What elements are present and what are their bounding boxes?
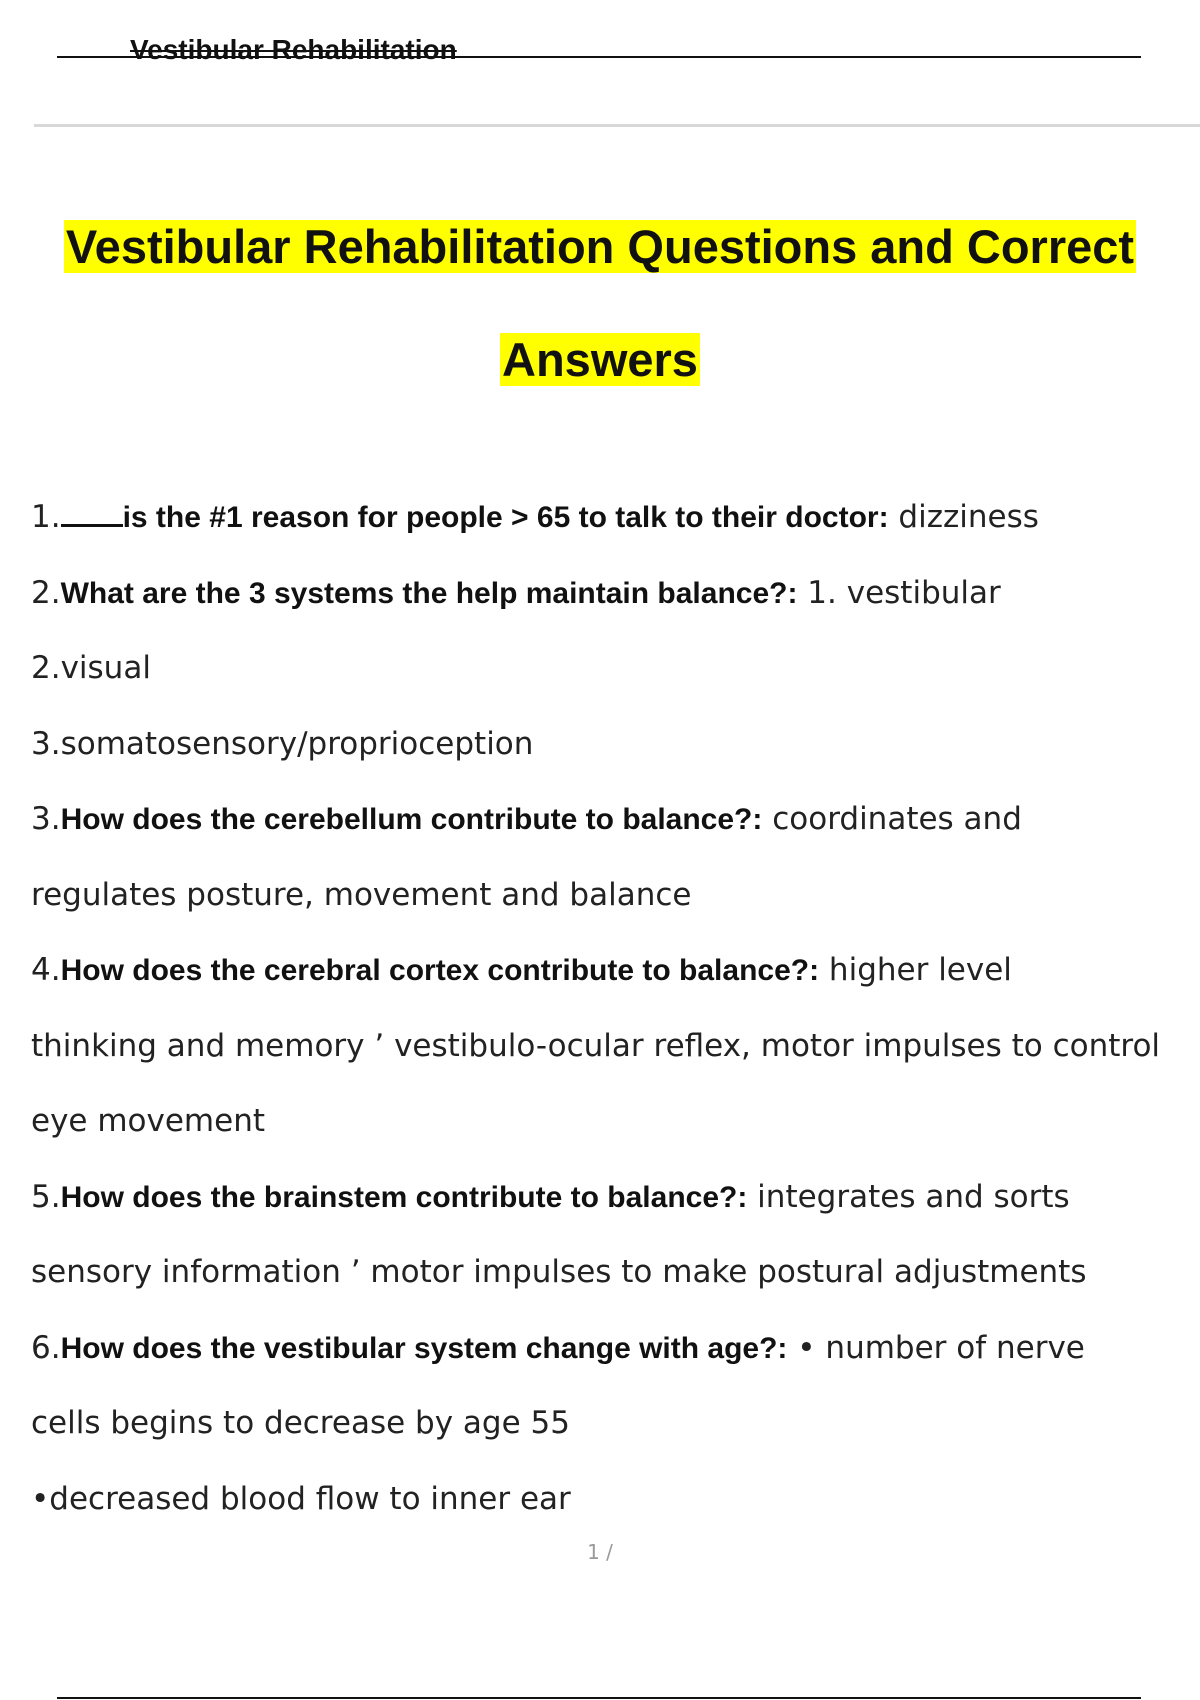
item-number: 6. [31, 1329, 61, 1366]
question-text: How does the cerebellum contribute to balance?: [60, 803, 763, 836]
qa-list [31, 480, 1191, 1537]
question-text: How does the cerebral cortex contribute to balance?: [60, 954, 820, 987]
fill-in-blank [61, 502, 123, 527]
answer-text: coordinates and [762, 801, 1022, 837]
answer-continuation: sensory information ’ motor impulses to make postural adjustments [31, 1254, 1087, 1290]
qa-item-4 [31, 933, 1191, 1009]
qa-item-1 [31, 480, 1191, 556]
question-text: What are the 3 systems the help maintain balance?: [60, 576, 798, 610]
answer-continuation: 3.somatosensory/proprioception [31, 725, 534, 762]
question-text: How does the brainstem contribute to balance?: [60, 1180, 748, 1214]
item-number: 2. [31, 574, 61, 611]
item-number: 4. [31, 952, 61, 988]
answer-text: integrates and sorts [747, 1178, 1070, 1215]
answer-continuation: thinking and memory ’ vestibulo-ocular reflex, motor impulses to control [31, 1027, 1161, 1064]
question-text: How does the vestibular system change with age?: [60, 1331, 788, 1365]
running-header [57, 30, 1141, 65]
header-divider [34, 124, 1200, 127]
qa-item-3 [31, 782, 1191, 858]
document-title-line-1: Vestibular Rehabilitation Questions and Correct [65, 220, 1135, 273]
page-number: 1 / [587, 1540, 613, 1564]
qa-item-2 [31, 556, 1191, 632]
qa-item-6 [31, 1311, 1191, 1387]
item-number: 3. [31, 801, 61, 837]
document-title [40, 190, 1160, 416]
answer-continuation: •decreased blood flow to inner ear [31, 1480, 571, 1517]
answer-continuation: eye movement [31, 1103, 265, 1139]
answer-text: higher level [819, 952, 1012, 988]
item-number: 5. [31, 1178, 61, 1215]
document-title-line-2: Answers [502, 333, 698, 386]
answer-continuation: 2.visual [31, 650, 151, 686]
answer-text: dizziness [888, 499, 1039, 535]
answer-text: • number of nerve [787, 1329, 1085, 1366]
running-header-title: Vestibular Rehabilitation [130, 34, 457, 65]
question-text: is the #1 reason for people > 65 to talk to their doctor: [122, 501, 889, 534]
qa-item-5 [31, 1160, 1191, 1236]
answer-continuation: regulates posture, movement and balance [31, 876, 692, 913]
answer-text: 1. vestibular [797, 574, 1001, 611]
footer-rule [57, 1697, 1141, 1699]
answer-continuation: cells begins to decrease by age 55 [31, 1405, 570, 1441]
item-number: 1. [31, 499, 61, 535]
